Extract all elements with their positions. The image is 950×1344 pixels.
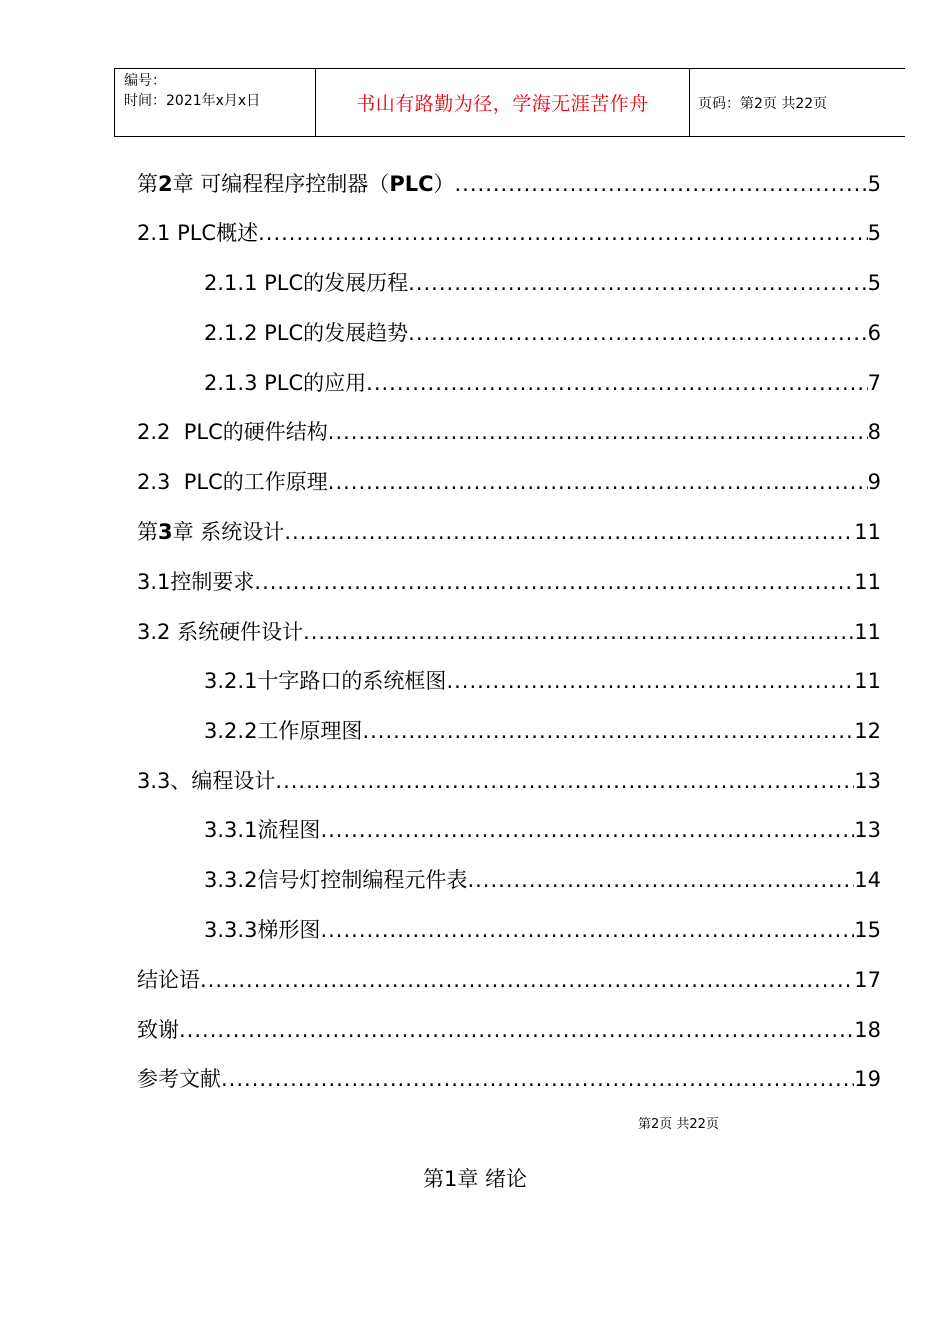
toc-entry-title: 参考文献 xyxy=(137,1067,221,1091)
header-motto: 书山有路勤为径，学海无涯苦作舟 xyxy=(356,93,649,115)
toc-entry[interactable] xyxy=(0,965,950,995)
toc-leader-dots xyxy=(328,467,868,497)
toc-entry-title: 3.2.2工作原理图 xyxy=(204,719,363,743)
toc-entry[interactable] xyxy=(0,766,950,796)
toc-entry[interactable] xyxy=(0,1015,950,1045)
toc-entry[interactable] xyxy=(0,517,950,547)
chapter-2-number: 2 xyxy=(158,172,173,196)
toc-entry-page: 6 xyxy=(867,321,881,345)
toc-entry-title: 致谢 xyxy=(137,1018,179,1042)
toc-entry-title: 3.3、编程设计 xyxy=(137,769,276,793)
toc-leader-dots xyxy=(303,617,854,647)
toc-entry-page: 11 xyxy=(854,520,881,544)
toc-leader-dots xyxy=(366,368,867,398)
toc-leader-dots xyxy=(254,567,854,597)
toc-entry-page: 15 xyxy=(854,918,881,942)
toc-entry[interactable] xyxy=(0,865,950,895)
toc-entry-title: 2.1.3 PLC的应用 xyxy=(204,371,367,395)
toc-entry[interactable] xyxy=(0,268,950,298)
toc-leader-dots xyxy=(221,1064,854,1094)
toc-entry-title: 3.2 系统硬件设计 xyxy=(137,620,304,644)
toc-entry-page: 17 xyxy=(854,968,881,992)
page-footer-number: 第2页 共22页 xyxy=(638,1117,719,1132)
toc-leader-dots xyxy=(320,815,854,845)
toc-entry-title: 结论语 xyxy=(137,968,200,992)
document-number-label: 编号： xyxy=(124,73,166,89)
toc-entry-page: 18 xyxy=(854,1018,881,1042)
toc-entry[interactable] xyxy=(0,815,950,845)
toc-entry-title: 3.3.2信号灯控制编程元件表 xyxy=(204,868,468,892)
chapter-3-prefix: 第 xyxy=(137,520,158,544)
header-motto-cell xyxy=(316,69,690,136)
toc-entry[interactable] xyxy=(0,218,950,248)
toc-entry-page: 11 xyxy=(854,669,881,693)
toc-entry[interactable] xyxy=(0,617,950,647)
toc-entry-page: 12 xyxy=(854,719,881,743)
toc-entry-title: 3.3.1流程图 xyxy=(204,818,321,842)
toc-entry-page: 5 xyxy=(867,172,881,196)
toc-entry-title xyxy=(137,169,455,199)
toc-entry-page: 19 xyxy=(854,1067,881,1091)
toc-entry-page: 11 xyxy=(854,620,881,644)
toc-entry[interactable] xyxy=(0,368,950,398)
toc-entry-title: 3.2.1十字路口的系统框图 xyxy=(204,669,447,693)
toc-leader-dots xyxy=(408,268,867,298)
toc-entry-title: 3.3.3梯形图 xyxy=(204,918,321,942)
chapter-2-prefix: 第 xyxy=(137,172,158,196)
page-header xyxy=(114,68,905,137)
toc-leader-dots xyxy=(362,716,854,746)
toc-entry-page: 9 xyxy=(867,470,881,494)
toc-entry-page: 5 xyxy=(867,221,881,245)
toc-leader-dots xyxy=(258,218,868,248)
toc-leader-dots xyxy=(179,1015,854,1045)
toc-leader-dots xyxy=(455,169,868,199)
toc-entry-title: 2.2 PLC的硬件结构 xyxy=(137,420,328,444)
chapter-3-number: 3 xyxy=(158,520,173,544)
toc-entry-title: 3.1控制要求 xyxy=(137,570,255,594)
toc-entry-title xyxy=(137,517,284,547)
header-meta-cell xyxy=(115,69,316,136)
toc-entry-page: 8 xyxy=(867,420,881,444)
toc-leader-dots xyxy=(275,766,854,796)
toc-leader-dots xyxy=(446,666,854,696)
chapter-2-plc: PLC xyxy=(389,172,434,196)
document-date: 时间：2021年x月x日 xyxy=(124,93,261,109)
toc-entry[interactable] xyxy=(0,417,950,447)
toc-leader-dots xyxy=(328,417,868,447)
toc-entry-title: 2.1 PLC概述 xyxy=(137,221,259,245)
toc-leader-dots xyxy=(200,965,854,995)
toc-entry[interactable] xyxy=(0,567,950,597)
toc-entry-page: 13 xyxy=(854,818,881,842)
toc-entry[interactable] xyxy=(0,915,950,945)
toc-entry[interactable] xyxy=(0,666,950,696)
toc-entry[interactable] xyxy=(0,318,950,348)
toc-entry[interactable] xyxy=(0,716,950,746)
chapter-1-heading: 第1章 绪论 xyxy=(422,1167,528,1191)
toc-entry-page: 5 xyxy=(867,271,881,295)
toc-leader-dots xyxy=(284,517,854,547)
toc-leader-dots xyxy=(467,865,854,895)
toc-entry-page: 14 xyxy=(854,868,881,892)
toc-entry-title: 2.1.2 PLC的发展趋势 xyxy=(204,321,409,345)
toc-entry-title: 2.1.1 PLC的发展历程 xyxy=(204,271,409,295)
toc-entry[interactable] xyxy=(0,467,950,497)
toc-entry-page: 11 xyxy=(854,570,881,594)
chapter-3-rest: 章 系统设计 xyxy=(172,520,285,544)
chapter-2-rest: 章 可编程程序控制器（PLC） xyxy=(172,172,455,196)
toc-entry-page: 13 xyxy=(854,769,881,793)
header-page-cell xyxy=(690,69,905,136)
toc-entry[interactable] xyxy=(0,169,950,199)
toc-leader-dots xyxy=(408,318,867,348)
toc-entry-page: 7 xyxy=(867,371,881,395)
toc-entry[interactable] xyxy=(0,1064,950,1094)
toc-leader-dots xyxy=(320,915,854,945)
toc-entry-title: 2.3 PLC的工作原理 xyxy=(137,470,328,494)
header-page-info: 页码：第2页 共22页 xyxy=(698,95,828,112)
